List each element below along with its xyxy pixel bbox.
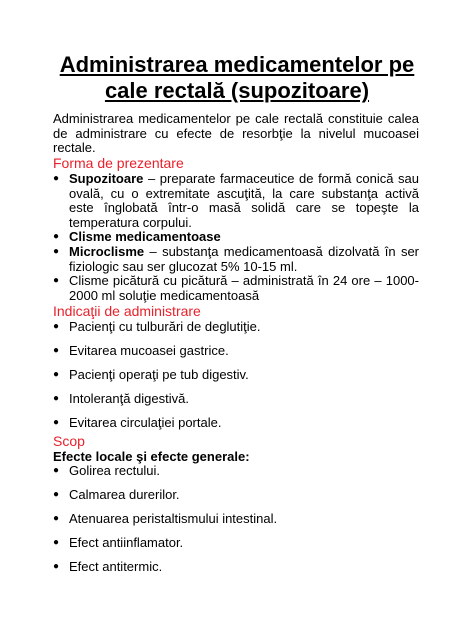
list-item [53, 320, 419, 335]
item-bold-label: Microclisme [69, 243, 145, 259]
title-line-2: cale rectală (supozitoare) [104, 78, 370, 103]
item-text: Atenuarea peristaltismului intestinal. [69, 511, 278, 527]
bullet-icon: ● [53, 465, 60, 476]
list-item [53, 536, 419, 551]
list-item [53, 560, 419, 575]
item-text: Evitarea circulaţiei portale. [69, 415, 222, 431]
bullet-icon: ● [53, 537, 60, 549]
item-text: – substanţa medicamentoasă dizolvată în ser fiziologic sau ser glucozat 5% 10-15 ml. [69, 243, 419, 274]
item-text: Intoleranţă digestivă. [69, 391, 189, 407]
item-text: Clisme picătură cu picătură – administrată în 24 ore – 1000-2000 ml soluţie medicamentoasă [69, 273, 419, 303]
section-heading-forma: Forma de prezentare [53, 155, 184, 171]
item-text: Calmarea durerilor. [69, 487, 180, 503]
bullet-icon: ● [53, 513, 60, 525]
section-heading-indicatii: Indicaţii de administrare [53, 303, 201, 319]
intro-paragraph: Administrarea medicamentelor pe cale rectală constituie calea de administrare cu efecte de resorbţie la nivelul mucoasei rectale. [53, 111, 419, 156]
item-text: Evitarea mucoasei gastrice. [69, 343, 229, 359]
bullet-icon: ● [53, 321, 60, 332]
item-text: Pacienţi operaţi pe tub digestiv. [69, 367, 249, 383]
bullet-icon: ● [53, 369, 60, 381]
section-subheading-scop: Efecte locale şi efecte generale: [53, 449, 250, 464]
list-item [53, 416, 419, 431]
item-text: – preparate farmaceutice de formă conică sau ovală, cu o extremitate ascuţită, la care substanţa activă este înglobată într-o masă solidă care se topeşte la temperatura corpului. [69, 171, 419, 230]
bullet-icon: ● [53, 173, 60, 184]
item-text: Golirea rectului. [69, 463, 161, 478]
bullet-icon: ● [53, 393, 60, 405]
list-item [53, 274, 419, 303]
forma-list [53, 172, 419, 303]
list-item [53, 488, 419, 503]
bullet-icon: ● [53, 245, 60, 257]
title-line-1: Administrarea medicamentelor pe [59, 52, 415, 77]
bullet-icon: ● [53, 489, 60, 501]
list-item [53, 230, 419, 245]
item-text: Pacienţi cu tulburări de deglutiţie. [69, 319, 261, 334]
bullet-icon: ● [53, 275, 60, 287]
item-text: Efect antitermic. [69, 559, 163, 575]
list-item [53, 464, 419, 479]
item-bold-label: Supozitoare [69, 171, 144, 186]
list-item [53, 344, 419, 359]
bullet-icon: ● [53, 417, 60, 429]
item-bold-label: Clisme medicamentoase [69, 229, 221, 245]
bullet-icon: ● [53, 561, 60, 573]
list-item [53, 368, 419, 383]
list-item [53, 392, 419, 407]
scop-list [53, 464, 419, 584]
bullet-icon: ● [53, 231, 60, 243]
item-text: Efect antiinflamator. [69, 535, 184, 551]
list-item [53, 245, 419, 274]
bullet-icon: ● [53, 345, 60, 357]
list-item [53, 512, 419, 527]
list-item [53, 172, 419, 230]
indicatii-list [53, 320, 419, 440]
section-heading-scop: Scop [53, 433, 85, 449]
document-title [50, 52, 424, 104]
